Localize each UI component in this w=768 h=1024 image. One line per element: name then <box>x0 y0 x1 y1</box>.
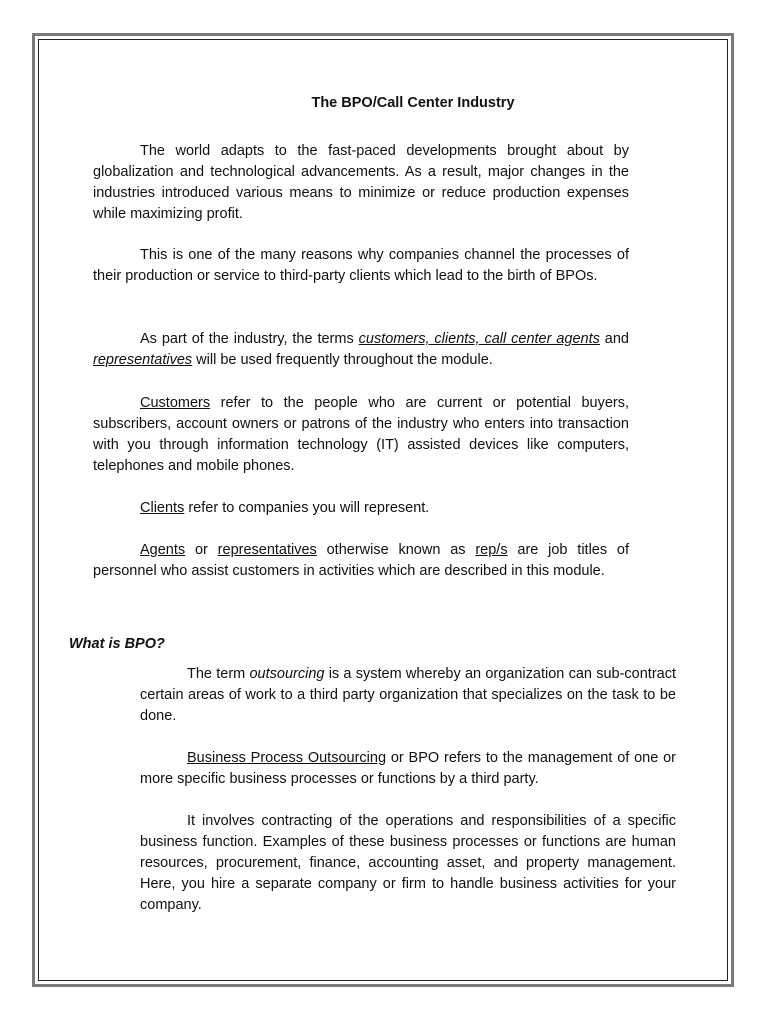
paragraph-clients <box>93 498 629 519</box>
term-agents: Agents <box>140 542 186 558</box>
agents-or: or <box>185 542 218 558</box>
paragraph-bpo-examples <box>140 811 676 916</box>
paragraph-customers-text: refer to the people who are current or potential buyers, subscribers, account owners or patrons of the industry who enters into transaction with you through information technology (IT) assisted devices like computers, telephones and mobile phones. <box>93 395 629 474</box>
term-customers: Customers <box>140 395 211 411</box>
terms-conjunction: and <box>599 331 629 347</box>
paragraph-reasons <box>93 245 629 287</box>
paragraph-outsourcing-text: is a system whereby an organization can sub-contract certain areas of work to a third party organization that specializes on the task to be done. <box>140 666 676 724</box>
paragraph-clients-text: refer to companies you will represent. <box>184 500 430 516</box>
paragraph-bpo-examples-text: It involves contracting of the operations and responsibilities of a specific business function. Examples of these business processes or functions are human resources, procurement, finance, accounting asset, and property management. Here, you hire a separate company or firm to handle business activities for your company. <box>140 813 676 913</box>
paragraph-bpo-definition-text: or BPO refers to the management of one or more specific business processes or functions by a third party. <box>140 750 676 787</box>
term-clients: Clients <box>140 500 185 516</box>
terms-list: customers, clients, call center agents <box>358 331 600 347</box>
paragraph-terms-tail: will be used frequently throughout the module. <box>192 352 493 368</box>
term-business-process-outsourcing: Business Process Outsourcing <box>187 750 387 766</box>
paragraph-intro-text: The world adapts to the fast-paced developments brought about by globalization and technological advancements. As a result, major changes in the industries introduced various means to minimize or reduce production expenses while maximizing profit. <box>93 143 629 222</box>
term-outsourcing: outsourcing <box>249 666 325 682</box>
term-representatives-2: representatives <box>217 542 317 558</box>
paragraph-customers <box>93 393 629 477</box>
section-heading-what-is-bpo: What is BPO? <box>69 636 165 652</box>
agents-known-as: otherwise known as <box>316 542 476 558</box>
term-reps: rep/s <box>475 542 508 558</box>
page-title: The BPO/Call Center Industry <box>311 95 515 111</box>
paragraph-outsourcing-lead: The term <box>187 666 250 682</box>
paragraph-terms <box>93 329 629 371</box>
paragraph-terms-lead: As part of the industry, the terms <box>140 331 359 347</box>
term-representatives: representatives <box>93 352 193 368</box>
paragraph-reasons-text: This is one of the many reasons why companies channel the processes of their production or service to third-party clients which lead to the birth of BPOs. <box>93 247 629 284</box>
paragraph-intro <box>93 141 629 225</box>
paragraph-outsourcing <box>140 664 676 727</box>
paragraph-agents <box>93 540 629 582</box>
paragraph-bpo-definition <box>140 748 676 790</box>
paragraph-agents-text: are job titles of personnel who assist customers in activities which are described in this module. <box>93 542 630 579</box>
